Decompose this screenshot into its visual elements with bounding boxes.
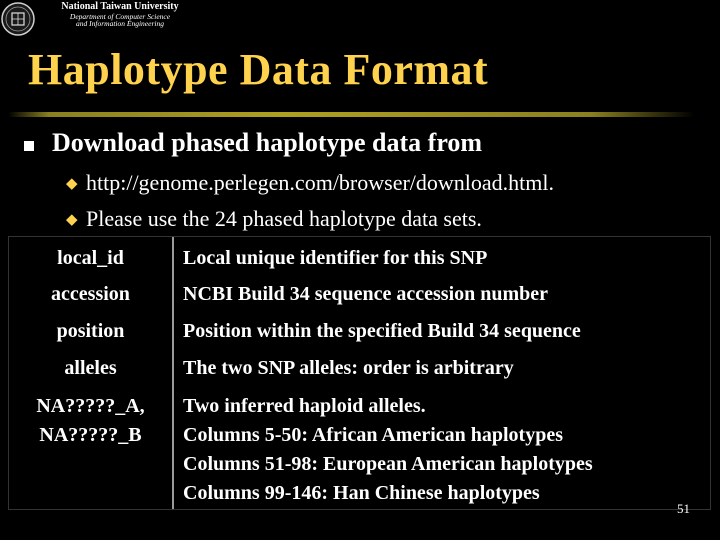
field-table [8,236,711,510]
field-position: position [56,320,125,342]
title-divider [8,112,694,117]
column-divider [172,237,174,509]
desc-haplotype-2: Columns 5-50: African American haplotypes [183,424,563,446]
page-number: 51 [677,501,690,516]
field-accession: accession [51,283,130,305]
field-haplotype-b: NA?????_B [39,424,142,446]
desc-accession: NCBI Build 34 sequence accession number [183,283,549,305]
instruction-text: Please use the 24 phased haplotype data sets. [86,206,482,231]
university-name: National Taiwan University [61,1,179,12]
desc-haplotype-1: Two inferred haploid alleles. [183,395,426,417]
department-line-1: Department of Computer Science [69,11,171,21]
desc-haplotype-3: Columns 51-98: European American haplotypes [183,453,593,475]
university-header [40,2,200,28]
field-local-id: local_id [57,247,124,269]
university-seal-icon [0,0,36,40]
desc-local-id: Local unique identifier for this SNP [183,247,488,269]
desc-position: Position within the specified Build 34 sequence [183,320,581,342]
diamond-bullet-icon: ◆ [66,212,78,228]
department-line-2: and Information Engineering [76,19,164,29]
desc-haplotype-4: Columns 99-146: Han Chinese haplotypes [183,482,540,504]
field-alleles: alleles [64,357,117,379]
field-haplotype-a: NA?????_A, [36,395,145,417]
sub-bullet-link [66,170,554,196]
diamond-bullet-icon: ◆ [66,176,78,192]
sub-bullet-instruction [66,206,482,232]
bullet-text: Download phased haplotype data from [52,128,483,157]
desc-alleles: The two SNP alleles: order is arbitrary [183,357,514,379]
slide-title: Haplotype Data Format [28,45,489,94]
square-bullet-icon [24,141,34,151]
download-url[interactable]: http://genome.perlegen.com/browser/download.html. [86,170,555,195]
